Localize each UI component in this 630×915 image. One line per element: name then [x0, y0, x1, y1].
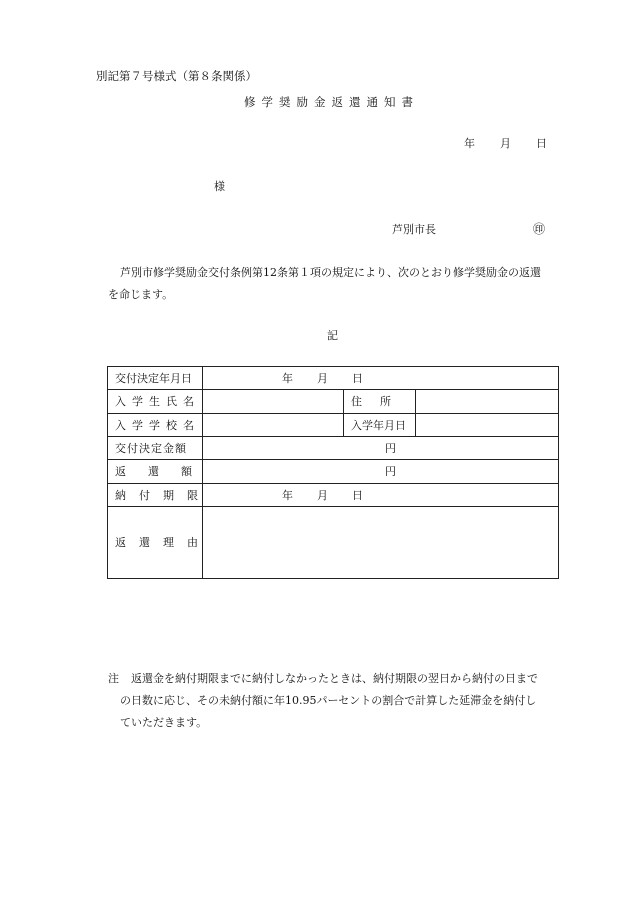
value-grant-decision-date	[203, 367, 559, 390]
body-text-line-1: 芦別市修学奨励金交付条例第12条第１項の規定により、次のとおり修学奨励金の返還	[120, 266, 541, 279]
date-year: 年	[464, 137, 475, 150]
deadline-month: 月	[317, 488, 328, 502]
value-repayment-amount[interactable]	[203, 460, 559, 483]
value-grant-amount[interactable]	[203, 436, 559, 459]
value-address[interactable]	[416, 390, 559, 413]
note-prefix: 注	[108, 672, 119, 685]
label-address: 住所	[344, 390, 416, 413]
row-repayment-reason	[108, 506, 559, 578]
label-student-name: 入学生氏名	[108, 390, 203, 413]
document-title: 修学奨励金返還通知書	[244, 95, 419, 109]
deadline-year: 年	[282, 488, 293, 502]
grant-amount-unit: 円	[385, 442, 397, 456]
label-school-name: 入学学校名	[108, 413, 203, 436]
grant-date-month: 月	[317, 372, 328, 386]
row-grant-amount	[108, 436, 559, 459]
label-repayment-reason: 返還理由	[108, 506, 203, 578]
ki-heading: 記	[327, 329, 338, 342]
grant-date-day: 日	[352, 372, 363, 386]
note-line-2: の日数に応じ、その未納付額に年10.95パーセントの割合で計算した延滞金を納付し	[120, 694, 537, 707]
row-school-name	[108, 413, 559, 436]
value-student-name[interactable]	[203, 390, 344, 413]
body-text-line-2: を命じます。	[108, 288, 174, 301]
row-payment-deadline	[108, 483, 559, 506]
addressee-suffix: 様	[214, 180, 225, 193]
value-payment-deadline	[203, 483, 559, 506]
form-number: 別記第７号様式（第８条関係）	[96, 69, 257, 83]
value-school-name[interactable]	[203, 413, 344, 436]
value-admission-date[interactable]	[416, 413, 559, 436]
row-repayment-amount	[108, 460, 559, 483]
deadline-day: 日	[352, 488, 363, 502]
label-grant-decision-date: 交付決定年月日	[108, 367, 203, 390]
label-admission-date: 入学年月日	[344, 413, 416, 436]
grant-date-year: 年	[282, 372, 293, 386]
note-line-3: ていただきます。	[120, 716, 208, 729]
label-payment-deadline: 納付期限	[108, 483, 203, 506]
sender-title: 芦別市長	[392, 223, 436, 236]
date-month: 月	[500, 137, 511, 150]
note-line-1: 返還金を納付期限までに納付しなかったときは、納付期限の翌日から納付の日まで	[131, 672, 538, 685]
repayment-amount-unit: 円	[385, 465, 397, 479]
value-repayment-reason[interactable]	[203, 506, 559, 578]
row-student-name	[108, 390, 559, 413]
label-grant-amount: 交付決定金額	[108, 436, 203, 459]
date-day: 日	[536, 137, 547, 150]
form-table	[107, 366, 559, 579]
row-grant-decision-date	[108, 367, 559, 390]
label-repayment-amount: 返還額	[108, 460, 203, 483]
seal-mark: ㊞	[533, 222, 546, 236]
